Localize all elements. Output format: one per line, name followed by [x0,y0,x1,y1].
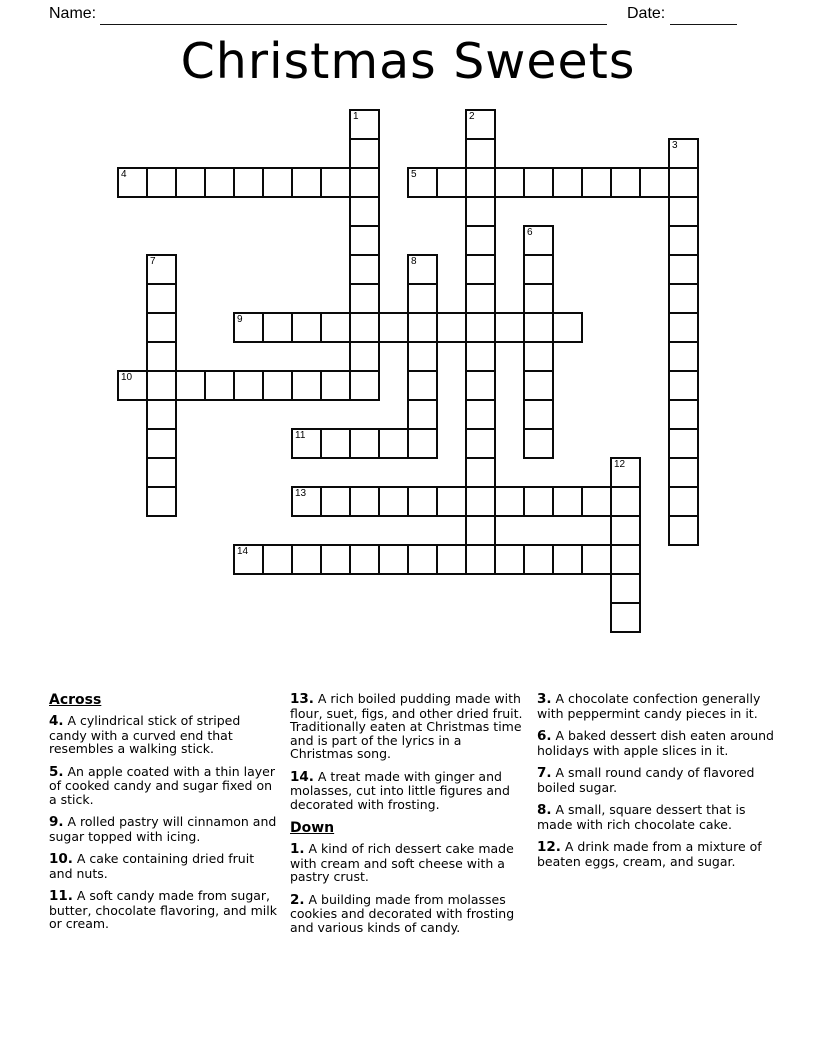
grid-cell[interactable] [552,167,583,198]
grid-cell[interactable] [523,341,554,372]
grid-cell[interactable] [581,486,612,517]
clue-number: 1. [290,841,305,858]
name-blank-line [100,10,607,25]
grid-cell[interactable] [407,254,438,285]
grid-cell[interactable] [552,312,583,343]
grid-cell[interactable] [668,196,699,227]
grid-cell[interactable] [349,254,380,285]
grid-cell[interactable] [465,196,496,227]
grid-cell[interactable] [610,602,641,633]
clue-number: 6. [537,728,552,745]
grid-cell[interactable] [407,312,438,343]
grid-cell[interactable] [378,428,409,459]
grid-cell[interactable] [465,312,496,343]
grid-cell[interactable] [465,225,496,256]
grid-cell[interactable] [349,167,380,198]
grid-cell[interactable] [146,283,177,314]
grid-cell[interactable] [465,109,496,140]
grid-cell[interactable] [610,515,641,546]
clue-number: 12. [537,839,561,856]
grid-cell[interactable] [668,428,699,459]
date-label: Date: [627,5,666,22]
cell-number: 14 [237,546,249,557]
grid-cell[interactable] [146,457,177,488]
grid-cell[interactable] [523,312,554,343]
grid-cell[interactable] [175,167,206,198]
across-heading: Across [49,692,102,708]
grid-cell[interactable] [233,167,264,198]
grid-cell[interactable] [465,254,496,285]
cell-number: 11 [295,430,306,441]
grid-cell[interactable] [146,312,177,343]
cell-number: 1 [353,111,359,122]
grid-cell[interactable] [407,167,438,198]
grid-cell[interactable] [523,428,554,459]
grid-cell[interactable] [523,544,554,575]
grid-cell[interactable] [668,167,699,198]
grid-cell[interactable] [349,341,380,372]
grid-cell[interactable] [436,486,467,517]
grid-cell[interactable] [494,486,525,517]
grid-cell[interactable] [291,544,322,575]
grid-cell[interactable] [349,109,380,140]
grid-cell[interactable] [552,544,583,575]
clue-number: 9. [49,814,64,831]
grid-cell[interactable] [320,486,351,517]
clue-11: 11. A soft candy made from sugar, butter, chocolate flavoring, and milk or cream. [49,888,277,932]
clue-number: 2. [290,891,305,908]
grid-cell[interactable] [233,544,264,575]
grid-cell[interactable] [465,486,496,517]
grid-cell[interactable] [465,399,496,430]
grid-cell[interactable] [349,196,380,227]
grid-cell[interactable] [349,486,380,517]
grid-cell[interactable] [465,341,496,372]
grid-cell[interactable] [581,167,612,198]
grid-cell[interactable] [668,515,699,546]
grid-cell[interactable] [610,573,641,604]
grid-cell[interactable] [523,225,554,256]
grid-cell[interactable] [407,486,438,517]
name-label: Name: [49,5,97,22]
grid-cell[interactable] [407,544,438,575]
grid-cell[interactable] [523,486,554,517]
grid-cell[interactable] [320,312,351,343]
grid-cell[interactable] [146,341,177,372]
grid-cell[interactable] [668,399,699,430]
grid-cell[interactable] [233,370,264,401]
grid-cell[interactable] [668,283,699,314]
grid-cell[interactable] [146,428,177,459]
grid-cell[interactable] [175,370,206,401]
grid-cell[interactable] [349,138,380,169]
grid-cell[interactable] [523,254,554,285]
cell-number: 13 [295,488,307,499]
clue-number: 3. [537,691,552,707]
grid-cell[interactable] [262,544,293,575]
grid-cell[interactable] [117,167,148,198]
grid-cell[interactable] [610,544,641,575]
grid-cell[interactable] [436,312,467,343]
grid-cell[interactable] [465,138,496,169]
grid-cell[interactable] [146,370,177,401]
grid-cell[interactable] [668,312,699,343]
grid-cell[interactable] [146,486,177,517]
clue-column-across [49,692,279,940]
cell-number: 7 [150,256,156,267]
grid-cell[interactable] [146,167,177,198]
cell-number: 9 [237,314,243,325]
grid-cell[interactable] [407,370,438,401]
grid-cell[interactable] [523,399,554,430]
grid-cell[interactable] [465,515,496,546]
clue-number: 10. [49,851,73,868]
grid-cell[interactable] [320,167,351,198]
grid-cell[interactable] [668,370,699,401]
grid-cell[interactable] [262,167,293,198]
clue-1: 1. A kind of rich dessert cake made with cream and soft cheese with a pastry crust. [290,841,514,885]
clue-number: 14. [290,768,314,785]
grid-cell[interactable] [610,486,641,517]
grid-cell[interactable] [436,544,467,575]
grid-cell[interactable] [407,283,438,314]
grid-cell[interactable] [262,312,293,343]
grid-cell[interactable] [291,428,322,459]
grid-cell[interactable] [262,370,293,401]
grid-cell[interactable] [378,486,409,517]
grid-cell[interactable] [291,370,322,401]
grid-cell[interactable] [320,544,351,575]
crossword-grid [117,109,699,633]
grid-cell[interactable] [552,486,583,517]
grid-cell[interactable] [146,254,177,285]
cell-number: 3 [672,140,678,151]
puzzle-title: Christmas Sweets [180,33,636,90]
grid-cell[interactable] [378,312,409,343]
grid-cell[interactable] [320,428,351,459]
cell-number: 8 [411,256,417,267]
grid-cell[interactable] [349,283,380,314]
grid-cell[interactable] [494,312,525,343]
grid-cell[interactable] [523,370,554,401]
grid-cell[interactable] [320,370,351,401]
grid-cell[interactable] [407,399,438,430]
down-heading: Down [290,820,335,837]
clue-column-down [537,692,777,877]
grid-cell[interactable] [668,138,699,169]
grid-cell[interactable] [523,167,554,198]
grid-cell[interactable] [378,544,409,575]
clue-number: 7. [537,765,552,782]
grid-cell[interactable] [291,312,322,343]
clue-12: 12. A drink made from a mixture of beaten eggs, cream, and sugar. [537,839,762,869]
grid-cell[interactable] [610,167,641,198]
clue-column-middle [290,692,528,943]
grid-cell[interactable] [349,370,380,401]
clue-number: 4. [49,713,64,729]
clue-13: 13. A rich boiled pudding made with flour, suet, figs, and other dried fruit. Traditionally eaten at Christmas time and is part of the lyrics in a Christmas song. [290,691,523,762]
grid-cell[interactable] [349,544,380,575]
grid-cell[interactable] [349,428,380,459]
grid-cell[interactable] [117,370,148,401]
clue-3: 3. A chocolate confection generally with peppermint candy pieces in it. [537,691,761,721]
clue-8: 8. A small, square dessert that is made with rich chocolate cake. [537,802,746,832]
grid-cell[interactable] [668,225,699,256]
clue-9: 9. A rolled pastry will cinnamon and sugar topped with icing. [49,814,277,844]
grid-cell[interactable] [523,283,554,314]
clue-14: 14. A treat made with ginger and molasses, cut into little figures and decorated with frosting. [290,768,510,812]
clue-number: 5. [49,763,64,780]
clue-4: 4. A cylindrical stick of striped candy with a curved end that resembles a walking stick. [49,713,241,757]
cell-number: 2 [469,111,475,122]
cell-number: 5 [411,169,417,180]
grid-cell[interactable] [494,544,525,575]
clue-number: 13. [290,691,314,707]
grid-cell[interactable] [465,167,496,198]
clue-7: 7. A small round candy of flavored boiled sugar. [537,765,755,795]
cell-number: 6 [527,227,533,238]
grid-cell[interactable] [407,341,438,372]
grid-cell[interactable] [581,544,612,575]
clue-5: 5. An apple coated with a thin layer of cooked candy and sugar fixed on a stick. [49,763,275,807]
grid-cell[interactable] [349,312,380,343]
clue-2: 2. A building made from molasses cookies and decorated with frosting and various kinds of candy. [290,891,515,935]
grid-cell[interactable] [349,225,380,256]
grid-cell[interactable] [291,486,322,517]
cell-number: 10 [121,372,133,383]
grid-cell[interactable] [639,167,670,198]
grid-cell[interactable] [436,167,467,198]
grid-cell[interactable] [668,254,699,285]
grid-cell[interactable] [610,457,641,488]
grid-cell[interactable] [233,312,264,343]
cell-number: 12 [614,459,626,470]
clue-number: 8. [537,802,552,819]
grid-cell[interactable] [204,370,235,401]
grid-cell[interactable] [291,167,322,198]
grid-cell[interactable] [465,283,496,314]
clue-number: 11. [49,888,73,905]
grid-cell[interactable] [146,399,177,430]
date-blank-line [670,10,737,25]
clue-10: 10. A cake containing dried fruit and nuts. [49,851,255,881]
grid-cell[interactable] [465,544,496,575]
grid-cell[interactable] [494,167,525,198]
clue-6: 6. A baked dessert dish eaten around holidays with apple slices in it. [537,728,774,758]
grid-cell[interactable] [668,486,699,517]
grid-cell[interactable] [204,167,235,198]
grid-cell[interactable] [465,457,496,488]
grid-cell[interactable] [465,428,496,459]
grid-cell[interactable] [668,457,699,488]
cell-number: 4 [121,169,127,180]
grid-cell[interactable] [668,341,699,372]
grid-cell[interactable] [465,370,496,401]
grid-cell[interactable] [407,428,438,459]
